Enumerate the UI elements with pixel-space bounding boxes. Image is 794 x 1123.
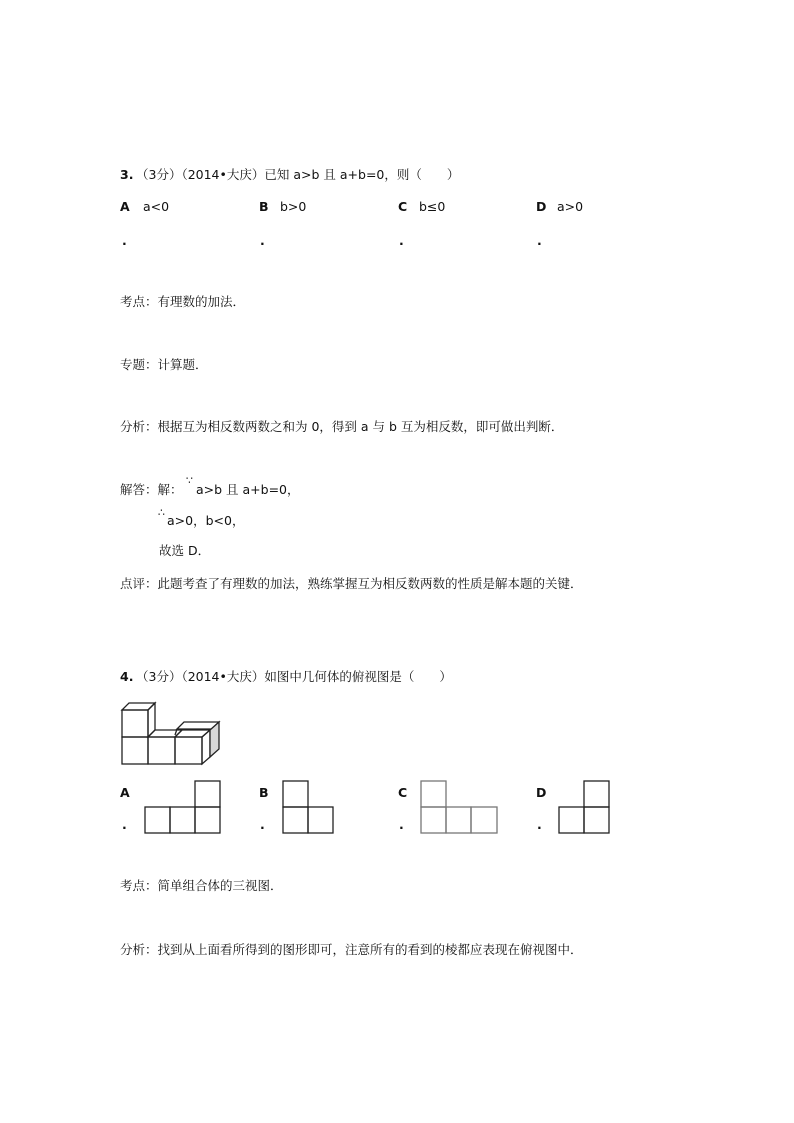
q4-option-b-figure <box>282 780 338 836</box>
cube-bottom-right <box>175 722 219 764</box>
q3-option-text: b≤0 <box>419 199 446 214</box>
q3-dianping: 点评：此题考查了有理数的加法，熟练掌握互为相反数两数的性质是解本题的关键． <box>120 576 583 591</box>
q3-option-dot: . <box>260 233 265 248</box>
q4-kaodian: 考点：简单组合体的三视图． <box>120 878 283 893</box>
q3-option-text: a>0 <box>557 199 584 214</box>
q4-option-c-figure <box>420 780 502 836</box>
q4-option-dot: . <box>122 817 127 832</box>
q4-option-dot: . <box>537 817 542 832</box>
q3-option-letter: D <box>536 199 547 214</box>
q4-option-d-figure <box>558 780 614 836</box>
q4-fenxi: 分析：找到从上面看所得到的图形即可，注意所有的看到的棱都应表现在俯视图中． <box>120 942 583 957</box>
cube-top-left <box>122 703 155 737</box>
q4-solid-figure <box>118 700 228 770</box>
q4-header: （3分）（2014•大庆）如图中几何体的俯视图是（ ） <box>136 669 452 684</box>
q4-option-letter: D <box>536 785 547 800</box>
q3-jieda-label: 解答：解： <box>120 482 183 497</box>
q3-solution-step-2: a>0，b<0， <box>167 513 245 528</box>
q3-zhuanti: 专题：计算题． <box>120 357 208 372</box>
q3-option-dot: . <box>399 233 404 248</box>
q3-option-text: b>0 <box>280 199 307 214</box>
cube-bottom-left <box>122 737 148 764</box>
therefore-symbol: ∴ <box>158 506 164 519</box>
q4-number: 4. <box>120 669 134 684</box>
q3-kaodian: 考点：有理数的加法． <box>120 294 246 309</box>
q3-option-letter: B <box>259 199 269 214</box>
q3-option-letter: A <box>120 199 130 214</box>
because-symbol: ∵ <box>186 474 192 487</box>
q3-option-text: a<0 <box>143 199 170 214</box>
q3-header: （3分）（2014•大庆）已知 a>b 且 a+b=0，则（ ） <box>136 167 460 182</box>
q3-number: 3. <box>120 167 134 182</box>
q4-option-dot: . <box>399 817 404 832</box>
q4-option-letter: B <box>259 785 269 800</box>
q4-option-letter: C <box>398 785 408 800</box>
q3-option-letter: C <box>398 199 408 214</box>
q3-fenxi: 分析：根据互为相反数两数之和为 0，得到 a 与 b 互为相反数，即可做出判断． <box>120 419 564 434</box>
q3-solution-step-3: 故选 D． <box>159 543 211 558</box>
q4-option-dot: . <box>260 817 265 832</box>
q4-option-a-figure <box>144 780 224 836</box>
q3-option-dot: . <box>122 233 127 248</box>
q4-option-letter: A <box>120 785 130 800</box>
q3-option-dot: . <box>537 233 542 248</box>
q3-solution-step-1: a>b 且 a+b=0， <box>196 482 300 497</box>
